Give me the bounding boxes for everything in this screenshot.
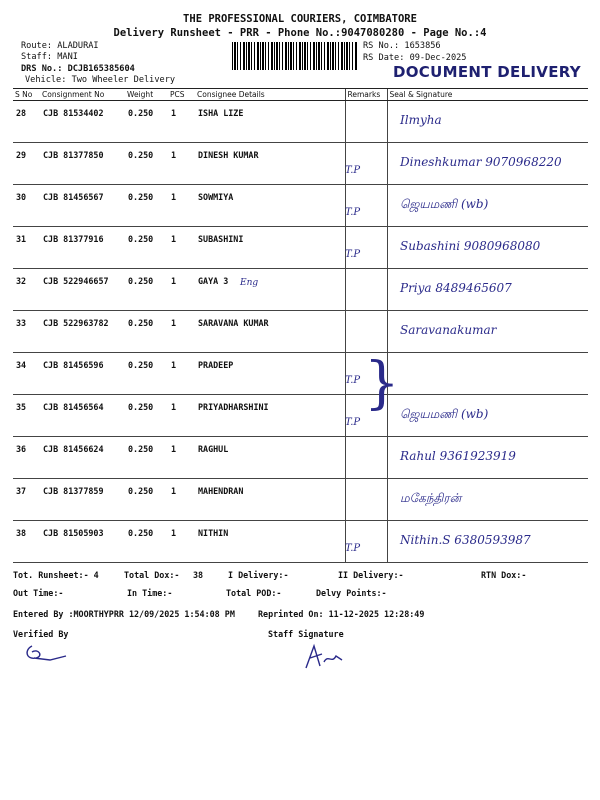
signature-handwritten: Rahul 9361923919 bbox=[400, 449, 516, 463]
row-sno: 31 bbox=[13, 227, 40, 269]
col-sno: S No bbox=[13, 89, 40, 101]
table-row bbox=[13, 479, 588, 521]
signature-handwritten: ஜெயமணி (wb) bbox=[400, 197, 489, 211]
barcode bbox=[232, 42, 358, 70]
row-weight: 0.250 bbox=[125, 185, 168, 227]
row-pcs: 1 bbox=[168, 101, 195, 143]
row-sno: 38 bbox=[13, 521, 40, 563]
table-row bbox=[13, 395, 588, 437]
row-sno: 32 bbox=[13, 269, 40, 311]
row-signature bbox=[387, 353, 588, 395]
remark-handwritten: T.P bbox=[345, 543, 361, 554]
row-remarks bbox=[345, 101, 387, 143]
reprinted-on: Reprinted On: 11-12-2025 12:28:49 bbox=[258, 609, 425, 619]
row-weight: 0.250 bbox=[125, 437, 168, 479]
bracket-mark: } bbox=[364, 351, 400, 416]
row-remarks bbox=[345, 479, 387, 521]
row-consignee: MAHENDRAN bbox=[195, 479, 345, 521]
row-weight: 0.250 bbox=[125, 521, 168, 563]
row-sno: 34 bbox=[13, 353, 40, 395]
signature-handwritten: Subashini 9080968080 bbox=[400, 239, 541, 253]
row-consignment-no: CJB 81377859 bbox=[40, 479, 125, 521]
rtn-dox: RTN Dox:- bbox=[481, 570, 527, 580]
row-weight: 0.250 bbox=[125, 311, 168, 353]
document-delivery-stamp: DOCUMENT DELIVERY bbox=[393, 63, 581, 81]
i-delivery: I Delivery:- bbox=[228, 570, 289, 580]
drs-label: DRS No.: DCJB165385604 bbox=[21, 64, 135, 74]
remark-handwritten: T.P bbox=[345, 375, 361, 386]
row-consignee: NITHIN bbox=[195, 521, 345, 563]
row-pcs: 1 bbox=[168, 269, 195, 311]
ii-delivery: II Delivery:- bbox=[338, 570, 404, 580]
remark-handwritten: T.P bbox=[345, 417, 361, 428]
row-remarks bbox=[345, 437, 387, 479]
signature-handwritten: ஜெயமணி (wb) bbox=[400, 407, 489, 421]
row-weight: 0.250 bbox=[125, 101, 168, 143]
remark-handwritten: T.P bbox=[345, 207, 361, 218]
row-pcs: 1 bbox=[168, 227, 195, 269]
row-consignee: GAYA 3 bbox=[195, 269, 345, 311]
row-sno: 30 bbox=[13, 185, 40, 227]
total-dox-label: Total Dox:- bbox=[124, 570, 180, 580]
row-consignee: RAGHUL bbox=[195, 437, 345, 479]
row-consignment-no: CJB 81377916 bbox=[40, 227, 125, 269]
row-weight: 0.250 bbox=[125, 227, 168, 269]
row-consignee: PRADEEP bbox=[195, 353, 345, 395]
row-sno: 36 bbox=[13, 437, 40, 479]
row-pcs: 1 bbox=[168, 185, 195, 227]
col-signature: Seal & Signature bbox=[387, 89, 588, 101]
row-consignee: DINESH KUMAR bbox=[195, 143, 345, 185]
row-sno: 37 bbox=[13, 479, 40, 521]
col-weight: Weight bbox=[125, 89, 168, 101]
total-pod: Total POD:- bbox=[226, 588, 282, 598]
row-pcs: 1 bbox=[168, 353, 195, 395]
remark-handwritten: T.P bbox=[345, 249, 361, 260]
row-pcs: 1 bbox=[168, 437, 195, 479]
row-weight: 0.250 bbox=[125, 479, 168, 521]
table-row bbox=[13, 185, 588, 227]
signature-handwritten: Dineshkumar 9070968220 bbox=[400, 155, 562, 169]
row-consignee: PRIYADHARSHINI bbox=[195, 395, 345, 437]
col-remarks: Remarks bbox=[345, 89, 387, 101]
total-dox-value: 38 bbox=[193, 570, 204, 580]
row-remarks bbox=[345, 143, 387, 185]
row-sno: 29 bbox=[13, 143, 40, 185]
row-consignment-no: CJB 81456564 bbox=[40, 395, 125, 437]
row-consignment-no: CJB 81456567 bbox=[40, 185, 125, 227]
route-label: Route: ALADURAI bbox=[21, 41, 99, 51]
row-consignee: SARAVANA KUMAR bbox=[195, 311, 345, 353]
signature-handwritten: Saravanakumar bbox=[400, 323, 497, 337]
row-remarks bbox=[345, 311, 387, 353]
company-title: THE PROFESSIONAL COURIERS, COIMBATORE bbox=[183, 13, 417, 25]
staff-signature-mark bbox=[300, 642, 346, 672]
row-sno: 35 bbox=[13, 395, 40, 437]
rs-no-label: RS No.: 1653856 bbox=[363, 41, 441, 51]
signature-handwritten: Nithin.S 6380593987 bbox=[400, 533, 531, 547]
row-sno: 28 bbox=[13, 101, 40, 143]
row-weight: 0.250 bbox=[125, 269, 168, 311]
row-pcs: 1 bbox=[168, 395, 195, 437]
signature-handwritten: Priya 8489465607 bbox=[400, 281, 512, 295]
row-weight: 0.250 bbox=[125, 353, 168, 395]
table-row bbox=[13, 101, 588, 143]
in-time: In Time:- bbox=[127, 588, 173, 598]
table-row bbox=[13, 353, 588, 395]
row-weight: 0.250 bbox=[125, 143, 168, 185]
row-remarks bbox=[345, 269, 387, 311]
row-weight: 0.250 bbox=[125, 395, 168, 437]
delvy-points: Delvy Points:- bbox=[316, 588, 387, 598]
row-sno: 33 bbox=[13, 311, 40, 353]
row-consignee: SUBASHINI bbox=[195, 227, 345, 269]
row-remarks bbox=[345, 521, 387, 563]
entered-by: Entered By :MOORTHYPRR 12/09/2025 1:54:08 PM bbox=[13, 609, 235, 619]
remark-handwritten: T.P bbox=[345, 165, 361, 176]
col-consignee: Consignee Details bbox=[195, 89, 345, 101]
row-consignment-no: CJB 81456596 bbox=[40, 353, 125, 395]
row-pcs: 1 bbox=[168, 479, 195, 521]
row-pcs: 1 bbox=[168, 143, 195, 185]
out-time: Out Time:- bbox=[13, 588, 64, 598]
row-pcs: 1 bbox=[168, 311, 195, 353]
signature-handwritten: Ilmyha bbox=[400, 113, 442, 127]
row-remarks bbox=[345, 185, 387, 227]
verifier-signature bbox=[20, 638, 70, 666]
col-pcs: PCS bbox=[168, 89, 195, 101]
rs-date-label: RS Date: 09-Dec-2025 bbox=[363, 53, 467, 63]
row-consignee: SOWMIYA bbox=[195, 185, 345, 227]
row-consignment-no: CJB 81456624 bbox=[40, 437, 125, 479]
staff-signature-label: Staff Signature bbox=[268, 629, 344, 639]
row-consignment-no: CJB 81505903 bbox=[40, 521, 125, 563]
runsheet-subtitle: Delivery Runsheet - PRR - Phone No.:9047080280 - Page No.:4 bbox=[113, 27, 487, 39]
eng-annotation: Eng bbox=[240, 278, 259, 288]
row-remarks bbox=[345, 227, 387, 269]
row-consignee: ISHA LIZE bbox=[195, 101, 345, 143]
table-row bbox=[13, 311, 588, 353]
row-consignment-no: CJB 81377850 bbox=[40, 143, 125, 185]
row-consignment-no: CJB 522946657 bbox=[40, 269, 125, 311]
row-consignment-no: CJB 522963782 bbox=[40, 311, 125, 353]
col-consignment: Consignment No bbox=[40, 89, 125, 101]
staff-label: Staff: MANI bbox=[21, 52, 78, 62]
verified-by: Verified By bbox=[13, 629, 69, 639]
tot-runsheet: Tot. Runsheet:- 4 bbox=[13, 570, 99, 580]
row-consignment-no: CJB 81534402 bbox=[40, 101, 125, 143]
signature-handwritten: மகேந்திரன் bbox=[400, 491, 462, 505]
vehicle-label: Vehicle: Two Wheeler Delivery bbox=[25, 75, 176, 85]
row-pcs: 1 bbox=[168, 521, 195, 563]
